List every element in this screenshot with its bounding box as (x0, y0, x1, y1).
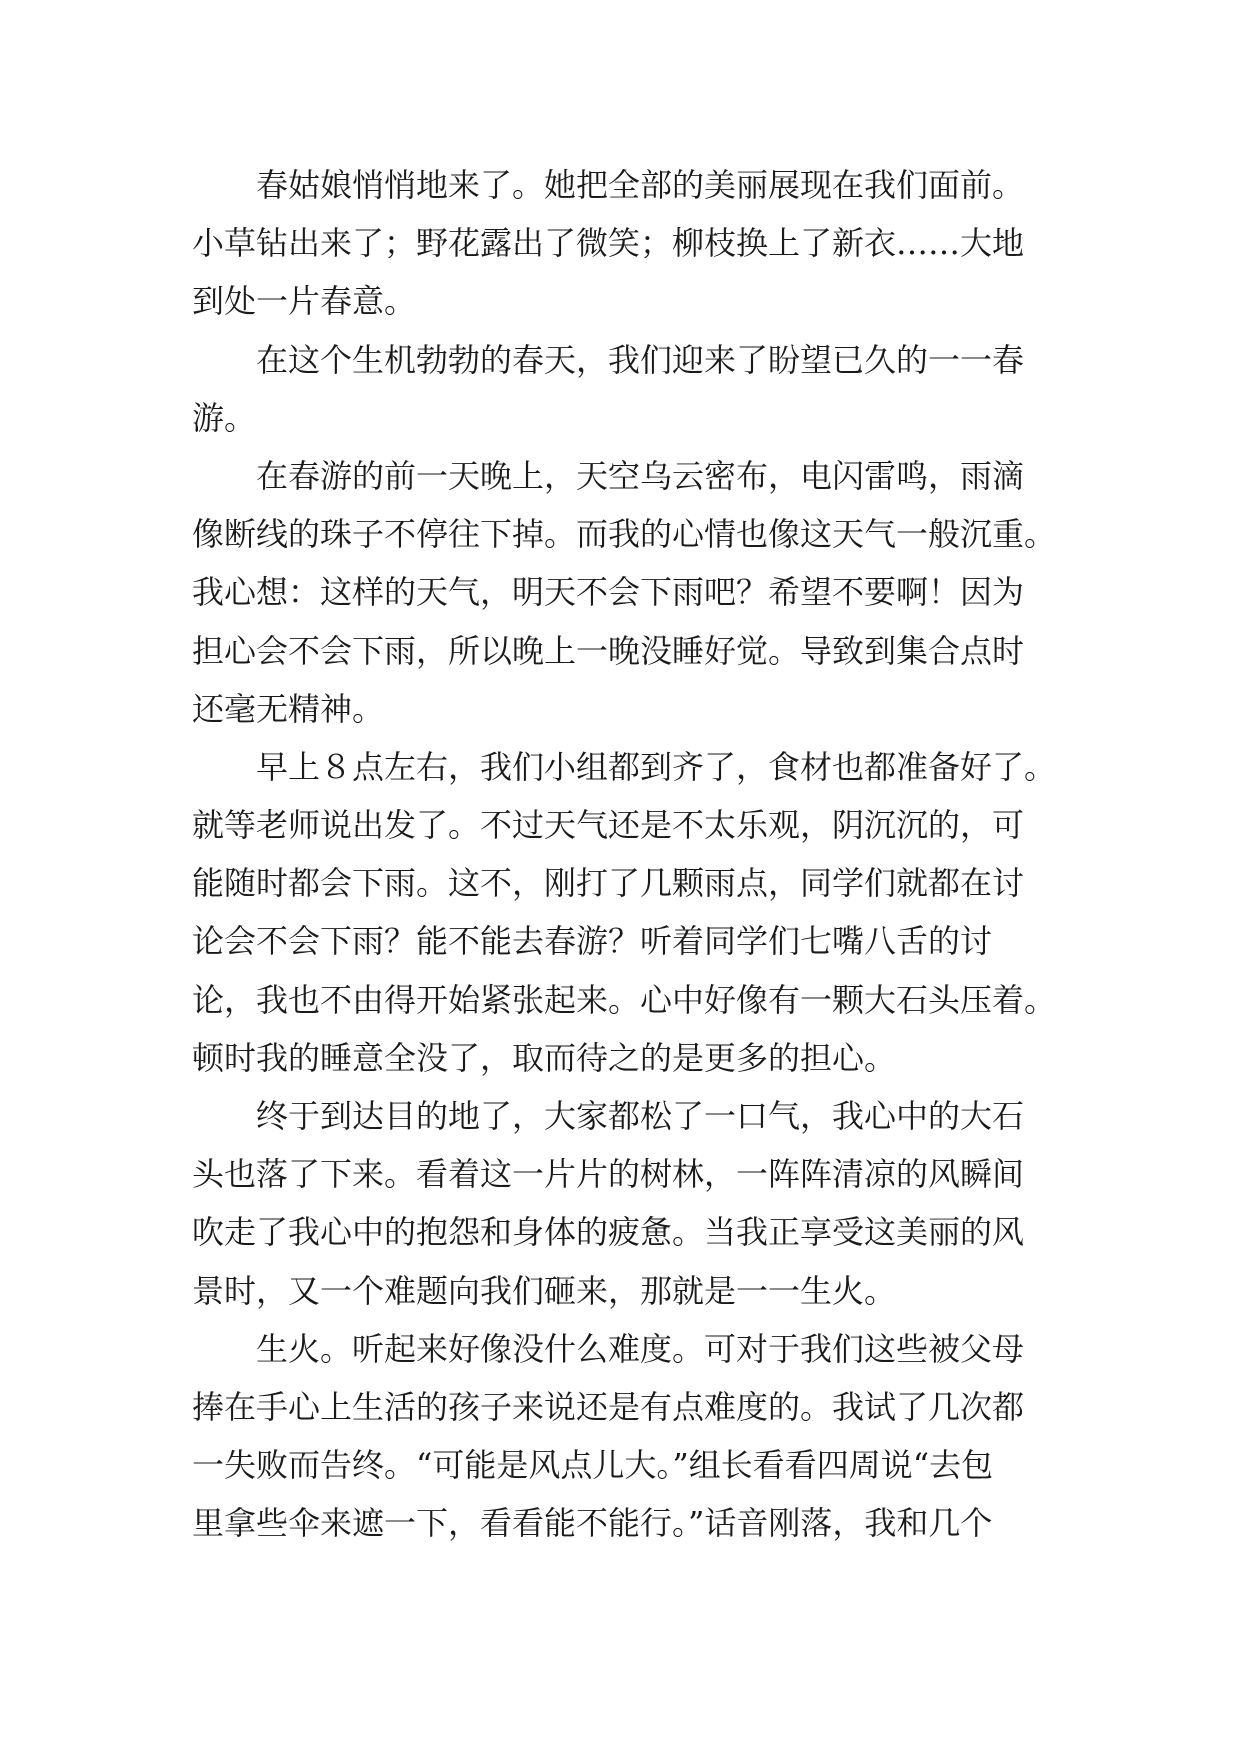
text-line: 还毫无精神。 (192, 689, 385, 728)
text-line: 在这个生机勃勃的春天，我们迎来了盼望已久的一一春 (256, 340, 1025, 379)
text-line: 论会不会下雨？能不能去春游？听着同学们七嘴八舌的讨 (192, 922, 993, 961)
document-body (192, 156, 1062, 1553)
text-line: 到处一片春意。 (192, 282, 417, 321)
text-line: 里拿些伞来遮一下，看看能不能行。”话音刚落，我和几个 (192, 1504, 993, 1543)
text-line: 游。 (192, 398, 257, 437)
text-line: 春姑娘悄悄地来了。她把全部的美丽展现在我们面前。 (256, 166, 1025, 204)
text-line: 担心会不会下雨，所以晚上一晚没睡好觉。导致到集合点时 (192, 631, 1025, 670)
text-line: 我心想：这样的天气，明天不会下雨吧？希望不要啊！因为 (192, 573, 1025, 612)
text-line: 一失败而告终。“可能是风点儿大。”组长看看四周说“去包 (192, 1446, 994, 1485)
text-line: 在春游的前一天晚上，天空乌云密布，电闪雷鸣，雨滴 (256, 456, 1025, 495)
text-line: 生火。听起来好像没什么难度。可对于我们这些被父母 (256, 1329, 1025, 1368)
text-line: 像断线的珠子不停往下掉。而我的心情也像这天气一般沉重。 (192, 515, 1057, 554)
text-line: 顿时我的睡意全没了，取而待之的是更多的担心。 (192, 1038, 897, 1077)
text-line: 终于到达目的地了，大家都松了一口气，我心中的大石 (256, 1097, 1025, 1135)
text-line: 捧在手心上生活的孩子来说还是有点难度的。我试了几次都 (192, 1387, 1025, 1426)
text-line: 论，我也不由得开始紧张起来。心中好像有一颗大石头压着。 (192, 980, 1057, 1019)
text-line: 头也落了下来。看着这一片片的树林，一阵阵清凉的风瞬间 (192, 1155, 1025, 1194)
text-line: 小草钻出来了；野花露出了微笑；柳枝换上了新衣……大地 (192, 224, 1025, 263)
text-line: 早上８点左右，我们小组都到齐了，食材也都准备好了。 (256, 747, 1057, 786)
text-line: 景时，又一个难题向我们砸来，那就是一一生火。 (192, 1271, 897, 1310)
text-line: 吹走了我心中的抱怨和身体的疲惫。当我正享受这美丽的风 (192, 1213, 1025, 1252)
text-line: 能随时都会下雨。这不，刚打了几颗雨点，同学们就都在讨 (192, 864, 1025, 903)
text-line: 就等老师说出发了。不过天气还是不太乐观，阴沉沉的，可 (192, 806, 1025, 845)
